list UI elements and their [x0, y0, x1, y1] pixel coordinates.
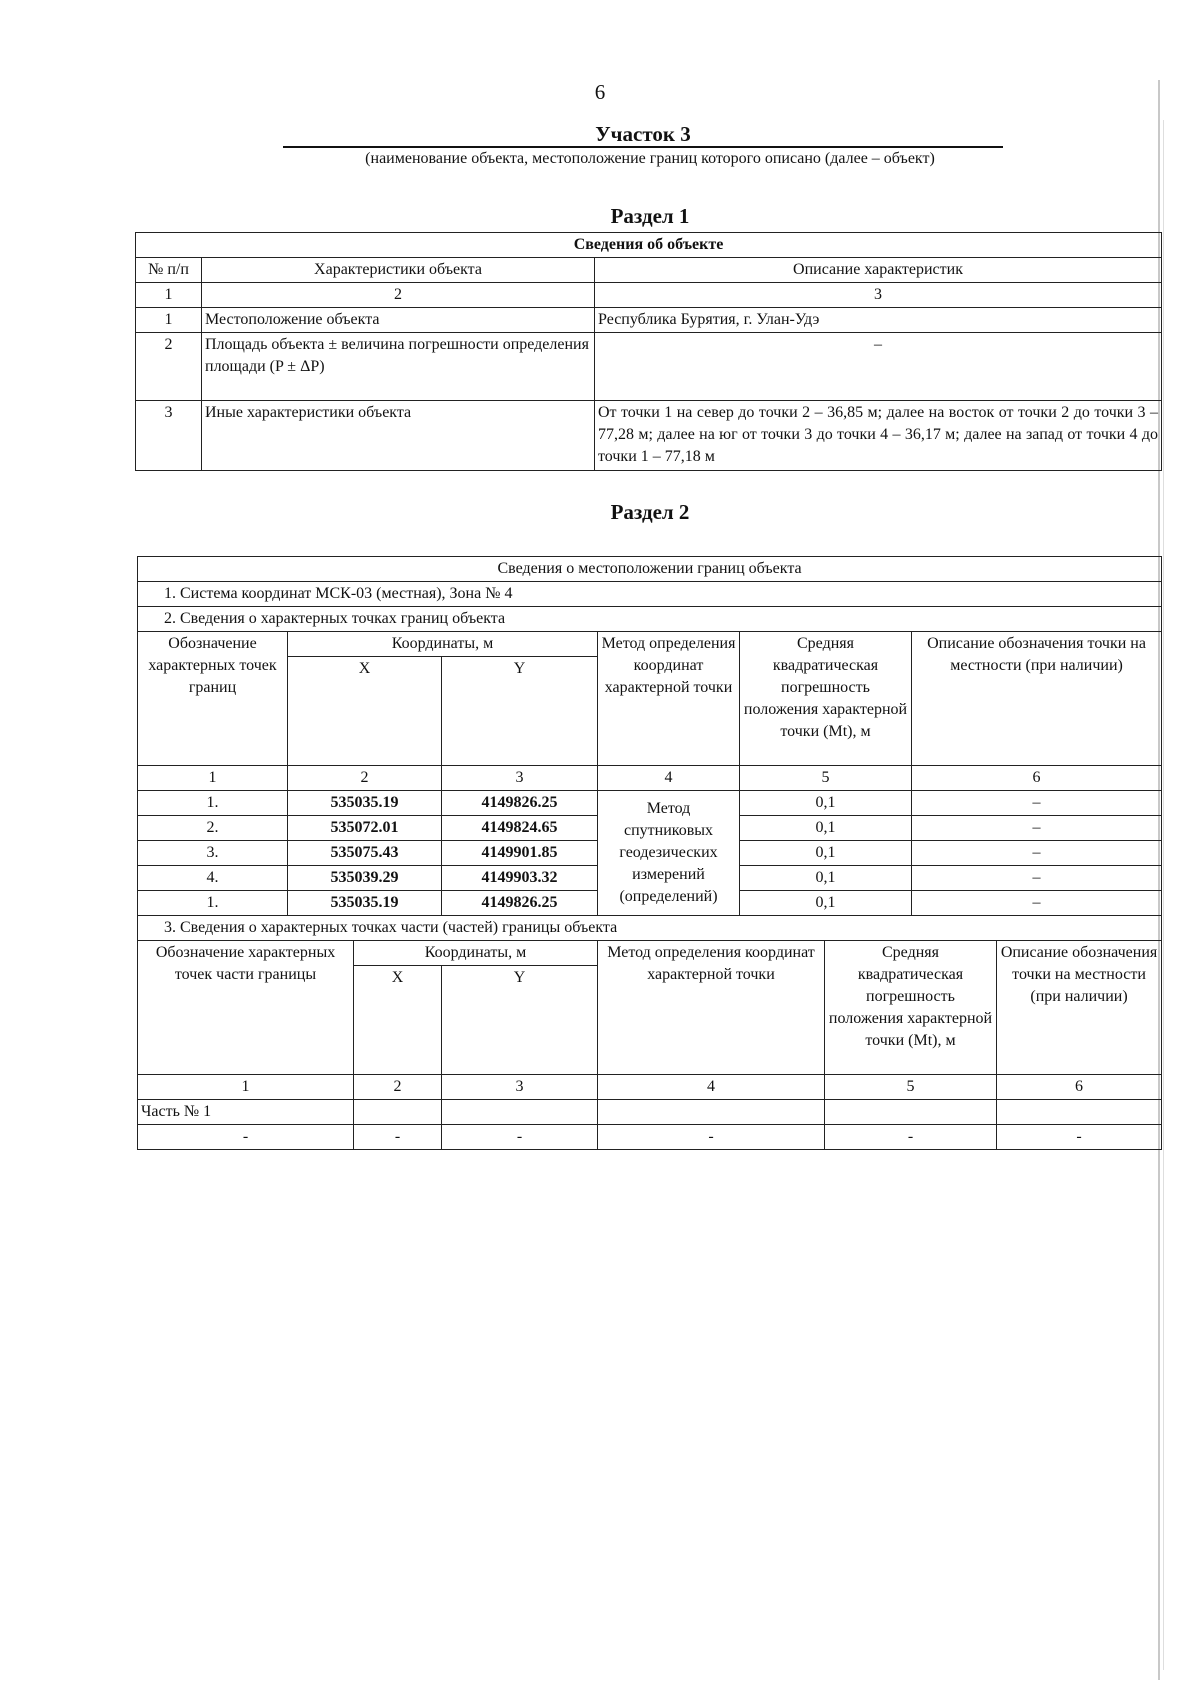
point-error: 0,1 [740, 816, 912, 841]
point-y: 4149826.25 [442, 791, 598, 816]
part-header-x: X [354, 966, 442, 1075]
point-x: 535039.29 [288, 866, 442, 891]
section1-title: Раздел 1 [610, 204, 690, 228]
col-number: 5 [740, 766, 912, 791]
header-point: Обозначение характерных точек границ [138, 632, 288, 766]
table-row [138, 1125, 1162, 1150]
row-num: 3 [136, 401, 202, 471]
empty-cell [825, 1100, 997, 1125]
point-error: 0,1 [740, 866, 912, 891]
header-method: Метод определения координат характерной точки [598, 632, 740, 766]
col-number: 2 [202, 283, 595, 308]
header-characteristics: Характеристики объекта [202, 258, 595, 283]
col-number: 1 [138, 1075, 354, 1100]
header-y: Y [442, 657, 598, 766]
point-description: – [912, 866, 1162, 891]
method-value: Метод спутниковых геодезических измерений (определений) [598, 791, 740, 916]
point-error: 0,1 [740, 791, 912, 816]
subsection-part-points: 3. Сведения о характерных точках части (частей) границы объекта [138, 916, 1162, 941]
col-number: 4 [598, 1075, 825, 1100]
scan-edge-inner [1163, 120, 1164, 1670]
part-header-coords: Координаты, м [354, 941, 598, 966]
point-error: 0,1 [740, 891, 912, 916]
empty-cell [598, 1100, 825, 1125]
table-row [136, 308, 1162, 333]
table-row [138, 1100, 1162, 1125]
row-value: – [595, 333, 1162, 401]
point-description: – [912, 841, 1162, 866]
point-x: 535035.19 [288, 791, 442, 816]
part-empty-value: - [997, 1125, 1162, 1150]
point-y: 4149824.65 [442, 816, 598, 841]
coord-system: 1. Система координат МСК-03 (местная), Зона № 4 [138, 582, 1162, 607]
empty-cell [442, 1100, 598, 1125]
col-number: 3 [442, 1075, 598, 1100]
point-x: 535035.19 [288, 891, 442, 916]
part-empty-value: - [354, 1125, 442, 1150]
part-header-point: Обозначение характерных точек части границы [138, 941, 354, 1075]
header-description: Описание характеристик [595, 258, 1162, 283]
part-empty-value: - [825, 1125, 997, 1150]
point-x: 535075.43 [288, 841, 442, 866]
row-num: 2 [136, 333, 202, 401]
header-point-description: Описание обозначения точки на местности (при наличии) [912, 632, 1162, 766]
col-number: 6 [912, 766, 1162, 791]
boundary-table-title: Сведения о местоположении границ объекта [138, 557, 1162, 582]
point-y: 4149826.25 [442, 891, 598, 916]
col-number: 3 [595, 283, 1162, 308]
part-header-y: Y [442, 966, 598, 1075]
point-number: 3. [138, 841, 288, 866]
empty-cell [354, 1100, 442, 1125]
point-x: 535072.01 [288, 816, 442, 841]
subsection-points: 2. Сведения о характерных точках границ объекта [138, 607, 1162, 632]
section2-title: Раздел 2 [610, 500, 690, 524]
point-error: 0,1 [740, 841, 912, 866]
col-number: 1 [138, 766, 288, 791]
point-y: 4149903.32 [442, 866, 598, 891]
part-label: Часть № 1 [138, 1100, 354, 1125]
point-number: 1. [138, 891, 288, 916]
header-num: № п/п [136, 258, 202, 283]
object-info-table [135, 232, 1162, 471]
part-header-error: Средняя квадратическая погрешность положения характерной точки (Mt), м [825, 941, 997, 1075]
object-info-table-title: Сведения об объекте [136, 233, 1162, 258]
page-number: 6 [594, 80, 606, 104]
object-caption: (наименование объекта, местоположение границ которого описано (далее – объект) [365, 150, 935, 167]
part-header-method: Метод определения координат характерной точки [598, 941, 825, 1075]
point-number: 2. [138, 816, 288, 841]
point-number: 4. [138, 866, 288, 891]
row-name: Площадь объекта ± величина погрешности определения площади (P ± ΔP) [202, 333, 595, 401]
part-empty-value: - [442, 1125, 598, 1150]
point-description: – [912, 816, 1162, 841]
row-value: От точки 1 на север до точки 2 – 36,85 м; далее на восток от точки 2 до точки 3 – 77,28 м; далее на юг от точки 3 до точки 4 – 36,17 м; далее на запад от точки 4 до точки 1 – 77,18 м [595, 401, 1162, 471]
col-number: 5 [825, 1075, 997, 1100]
col-number: 3 [442, 766, 598, 791]
title-underline [283, 146, 1003, 148]
object-title: Участок 3 [595, 122, 691, 146]
row-value: Республика Бурятия, г. Улан-Удэ [595, 308, 1162, 333]
point-y: 4149901.85 [442, 841, 598, 866]
row-name: Местоположение объекта [202, 308, 595, 333]
row-num: 1 [136, 308, 202, 333]
col-number: 2 [354, 1075, 442, 1100]
empty-cell [997, 1100, 1162, 1125]
part-header-description: Описание обозначения точки на местности (при наличии) [997, 941, 1162, 1075]
row-name: Иные характеристики объекта [202, 401, 595, 471]
table-row [138, 791, 1162, 816]
header-x: X [288, 657, 442, 766]
part-empty-value: - [138, 1125, 354, 1150]
col-number: 6 [997, 1075, 1162, 1100]
header-error: Средняя квадратическая погрешность положения характерной точки (Mt), м [740, 632, 912, 766]
header-coords: Координаты, м [288, 632, 598, 657]
part-empty-value: - [598, 1125, 825, 1150]
table-row [136, 401, 1162, 471]
col-number: 1 [136, 283, 202, 308]
point-description: – [912, 791, 1162, 816]
point-number: 1. [138, 791, 288, 816]
boundary-table [137, 556, 1162, 1150]
col-number: 4 [598, 766, 740, 791]
col-number: 2 [288, 766, 442, 791]
table-row [136, 333, 1162, 401]
point-description: – [912, 891, 1162, 916]
